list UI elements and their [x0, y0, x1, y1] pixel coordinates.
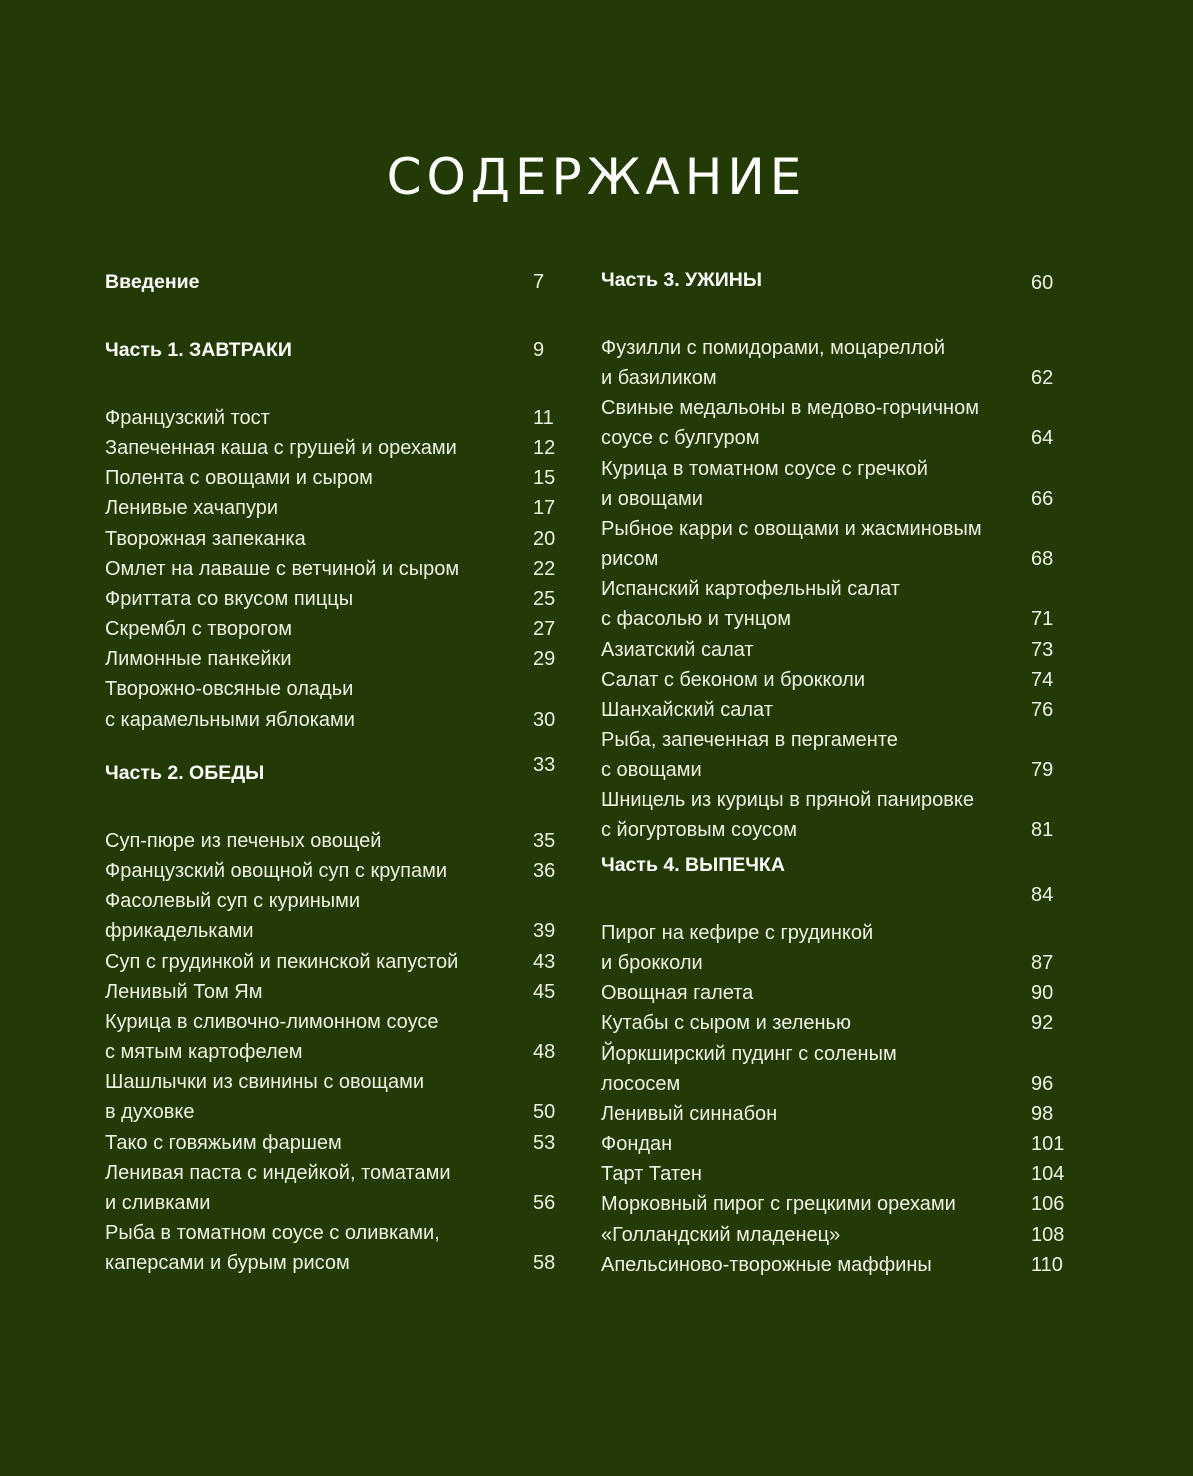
toc-entry-title: в духовке: [105, 1101, 195, 1124]
toc-page-number: 60: [1031, 272, 1054, 294]
toc-entry-title: Творожно-овсяные оладьи: [105, 678, 354, 701]
toc-entry-title: Рыбное карри с овощами и жасминовым: [601, 517, 982, 540]
toc-entry-title: Пирог на кефире с грудинкой: [601, 922, 874, 944]
toc-entry-title: лососем: [601, 1072, 681, 1095]
toc-entry-title: Творожная запеканка: [105, 527, 306, 550]
page-title: СОДЕРЖАНИЕ: [386, 148, 807, 206]
toc-entry-title: Рыба в томатном соусе с оливками,: [105, 1221, 440, 1244]
toc-page-number: 45: [533, 980, 556, 1003]
toc-page-number: 108: [1031, 1223, 1065, 1246]
toc-page-number: 58: [533, 1252, 556, 1275]
toc-entry-title: и брокколи: [601, 952, 703, 975]
toc-entry-title: Шницель из курицы в пряной панировке: [601, 789, 974, 812]
toc-entry-title: и сливками: [105, 1191, 211, 1214]
toc-section-heading: Часть 4. ВЫПЕЧКА: [601, 854, 785, 876]
toc-page-number: 56: [533, 1191, 556, 1214]
toc-entry-title: Тарт Татен: [601, 1163, 702, 1186]
toc-page-number: 76: [1031, 698, 1054, 721]
toc-page-number: 29: [533, 648, 556, 671]
toc-entry-title: Салат с беконом и брокколи: [601, 668, 866, 691]
toc-page-number: 106: [1031, 1193, 1065, 1216]
toc-page-number: 17: [533, 497, 556, 520]
toc-entry-title: Йоркширский пудинг с соленым: [601, 1042, 897, 1065]
toc-page-number: 84: [1031, 884, 1054, 906]
toc-entry-title: Азиатский салат: [601, 638, 754, 661]
toc-entry-title: Шашлычки из свинины с овощами: [105, 1071, 425, 1094]
toc-entry-title: Курица в томатном соусе с гречкой: [601, 457, 928, 480]
toc-section-heading: Часть 1. ЗАВТРАКИ: [105, 339, 292, 361]
toc-page-number: 64: [1031, 427, 1054, 450]
toc-entry-title: Тако с говяжьим фаршем: [105, 1131, 342, 1154]
toc-entry-title: Овощная галета: [601, 982, 754, 1005]
toc-page-number: 35: [533, 830, 556, 852]
toc-entry-title: Ленивый Том Ям: [105, 980, 263, 1003]
toc-page-number: 53: [533, 1131, 556, 1154]
toc-entry-title: соусе с булгуром: [601, 427, 760, 450]
toc-page-number: 66: [1031, 487, 1054, 510]
toc-entry-title: Рыба, запеченная в пергаменте: [601, 728, 898, 751]
toc-entry-title: Испанский картофельный салат: [601, 578, 900, 601]
toc-page-number: 74: [1031, 668, 1054, 691]
toc-entry-title: Кутабы с сыром и зеленью: [601, 1012, 851, 1035]
toc-page-number: 92: [1031, 1012, 1054, 1035]
toc-entry-title: Омлет на лаваше с ветчиной и сыром: [105, 557, 460, 580]
toc-entry-title: Скрембл с творогом: [105, 618, 292, 641]
toc-page-number: 39: [533, 920, 556, 943]
toc-page-number: 81: [1031, 819, 1054, 842]
toc-entry-title: фрикадельками: [105, 920, 254, 943]
toc-page-number: 71: [1031, 608, 1054, 631]
toc-entry-title: Апельсиново-творожные маффины: [601, 1253, 932, 1276]
toc-entry-title: Фриттата со вкусом пиццы: [105, 587, 354, 610]
toc-page-number: 98: [1031, 1102, 1054, 1125]
toc-page-number: 90: [1031, 982, 1054, 1005]
toc-page-number: 33: [533, 754, 556, 776]
toc-entry-title: и базиликом: [601, 367, 717, 390]
toc-page-number: 43: [533, 950, 556, 973]
toc-page-number: 20: [533, 527, 556, 550]
toc-entry-title: Суп-пюре из печеных овощей: [105, 830, 382, 852]
toc-entry-title: с фасолью и тунцом: [601, 608, 791, 631]
toc-page-number: 96: [1031, 1072, 1054, 1095]
toc-entry-title: с йогуртовым соусом: [601, 819, 797, 842]
toc-page-number: 15: [533, 467, 556, 490]
toc-entry-title: Французский овощной суп с крупами: [105, 860, 448, 883]
toc-page-number: 50: [533, 1101, 556, 1124]
toc-entry-title: Суп с грудинкой и пекинской капустой: [105, 950, 459, 973]
toc-page-number: 11: [533, 407, 554, 429]
toc-page-number: 87: [1031, 952, 1054, 975]
toc-page-number: 68: [1031, 548, 1054, 571]
toc-page-number: 110: [1031, 1253, 1063, 1276]
toc-section-heading: Часть 3. УЖИНЫ: [601, 269, 762, 291]
toc-entry-title: рисом: [601, 548, 659, 571]
toc-page-number: 7: [533, 271, 545, 293]
toc-entry-title: Ленивые хачапури: [105, 497, 279, 520]
toc-entry-title: с карамельными яблоками: [105, 708, 355, 731]
toc-entry-title: Полента с овощами и сыром: [105, 467, 373, 490]
toc-page-number: 36: [533, 860, 556, 883]
toc-entry-title: Фузилли с помидорами, моцареллой: [601, 337, 946, 359]
toc-entry-title: Ленивый синнабон: [601, 1102, 778, 1125]
toc-page-number: 101: [1031, 1133, 1065, 1156]
toc-page-number: 73: [1031, 638, 1054, 661]
toc-entry-title: «Голландский младенец»: [601, 1223, 841, 1246]
toc-section-heading: Введение: [105, 271, 200, 293]
toc-section-heading: Часть 2. ОБЕДЫ: [105, 762, 265, 784]
toc-page-number: 12: [533, 437, 556, 460]
toc-entry-title: Фасолевый суп с куриными: [105, 890, 361, 913]
toc-page-number: 9: [533, 339, 545, 361]
toc-page-number: 30: [533, 708, 556, 731]
toc-entry-title: Свиные медальоны в медово-горчичном: [601, 397, 979, 420]
toc-entry-title: с мятым картофелем: [105, 1041, 303, 1064]
toc-entry-title: Шанхайский салат: [601, 698, 773, 721]
toc-entry-title: Курица в сливочно-лимонном соусе: [105, 1010, 439, 1033]
toc-entry-title: Запеченная каша с грушей и орехами: [105, 437, 457, 460]
toc-page-number: 48: [533, 1041, 556, 1064]
toc-page-number: 62: [1031, 367, 1054, 390]
toc-page-number: 27: [533, 618, 556, 641]
toc-page-number: 25: [533, 587, 556, 610]
toc-entry-title: Фондан: [601, 1133, 673, 1156]
toc-entry-title: и овощами: [601, 487, 703, 510]
toc-entry-title: Французский тост: [105, 407, 270, 429]
toc-page-number: 79: [1031, 759, 1054, 782]
toc-page-number: 104: [1031, 1163, 1065, 1186]
toc-entry-title: Морковный пирог с грецкими орехами: [601, 1193, 956, 1216]
toc-entry-title: каперсами и бурым рисом: [105, 1252, 350, 1275]
toc-entry-title: Ленивая паста с индейкой, томатами: [105, 1161, 451, 1184]
toc-entry-title: с овощами: [601, 759, 702, 782]
toc-entry-title: Лимонные панкейки: [105, 648, 292, 671]
toc-page-number: 22: [533, 557, 556, 580]
